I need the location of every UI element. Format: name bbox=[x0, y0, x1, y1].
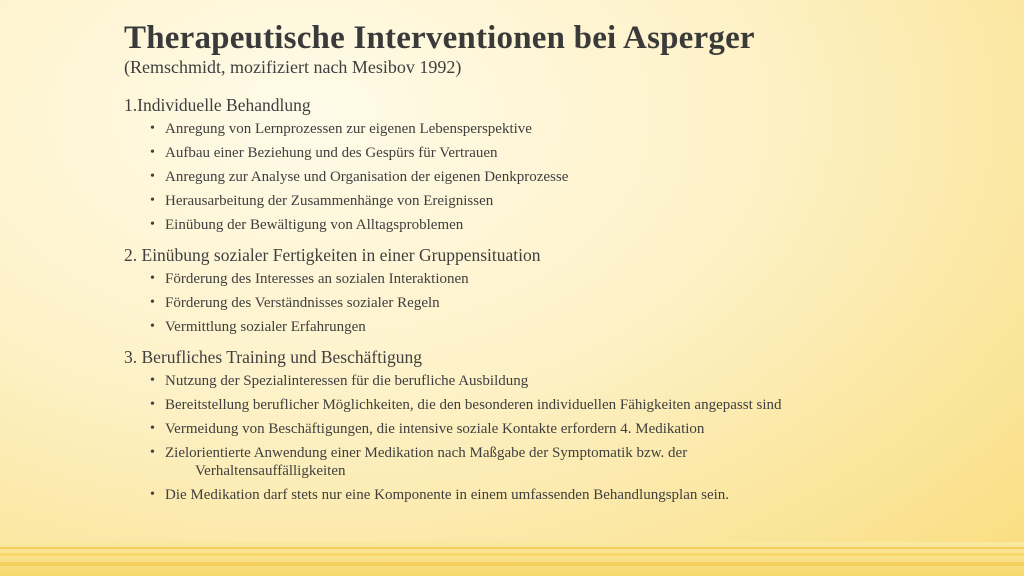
section-individual-treatment bbox=[124, 93, 984, 237]
list-item: • Herausarbeitung der Zusammenhänge von Ereignissen bbox=[150, 189, 984, 213]
section-vocational-training bbox=[124, 345, 984, 507]
list-item: • Förderung des Interesses an sozialen Interaktionen bbox=[150, 267, 984, 291]
list-item: • Vermittlung sozialer Erfahrungen bbox=[150, 315, 984, 339]
slide-subtitle: (Remschmidt, mozifiziert nach Mesibov 1992) bbox=[124, 57, 462, 77]
list-item: • Anregung von Lernprozessen zur eigenen Lebensperspektive bbox=[150, 117, 984, 141]
list-item-text: Zielorientierte Anwendung einer Medikation nach Maßgabe der Symptomatik bzw. der bbox=[165, 445, 688, 461]
bullet-list bbox=[124, 369, 984, 507]
section-heading: 3. Berufliches Training und Beschäftigung bbox=[124, 347, 422, 367]
list-item: • Die Medikation darf stets nur eine Komponente in einem umfassenden Behandlungsplan sein. bbox=[150, 483, 984, 507]
list-item: • Bereitstellung beruflicher Möglichkeiten, die den besonderen individuellen Fähigkeiten angepasst sind bbox=[150, 393, 984, 417]
section-social-skills bbox=[124, 243, 984, 339]
list-item: • Anregung zur Analyse und Organisation der eigenen Denkprozesse bbox=[150, 165, 984, 189]
slide-content bbox=[124, 93, 984, 513]
list-item: • Förderung des Verständnisses sozialer Regeln bbox=[150, 291, 984, 315]
bullet-list bbox=[124, 267, 984, 339]
decorative-stripe bbox=[0, 562, 1024, 566]
list-item: • Aufbau einer Beziehung und des Gespürs für Vertrauen bbox=[150, 141, 984, 165]
list-item: • Vermeidung von Beschäftigungen, die intensive soziale Kontakte erfordern 4. Medikation bbox=[150, 417, 984, 441]
slide-title: Therapeutische Interventionen bei Asperger bbox=[124, 20, 755, 56]
bullet-list bbox=[124, 117, 984, 237]
section-heading: 1.Individuelle Behandlung bbox=[124, 95, 311, 115]
list-item-with-continuation bbox=[150, 441, 984, 477]
decorative-stripe bbox=[0, 547, 1024, 549]
list-item: • Einübung der Bewältigung von Alltagsproblemen bbox=[150, 213, 984, 237]
list-item: • Nutzung der Spezialinteressen für die berufliche Ausbildung bbox=[150, 369, 984, 393]
list-item-continuation: Verhaltensauffälligkeiten bbox=[195, 463, 346, 479]
section-heading: 2. Einübung sozialer Fertigkeiten in einer Gruppensituation bbox=[124, 245, 541, 265]
decorative-stripe bbox=[0, 553, 1024, 556]
